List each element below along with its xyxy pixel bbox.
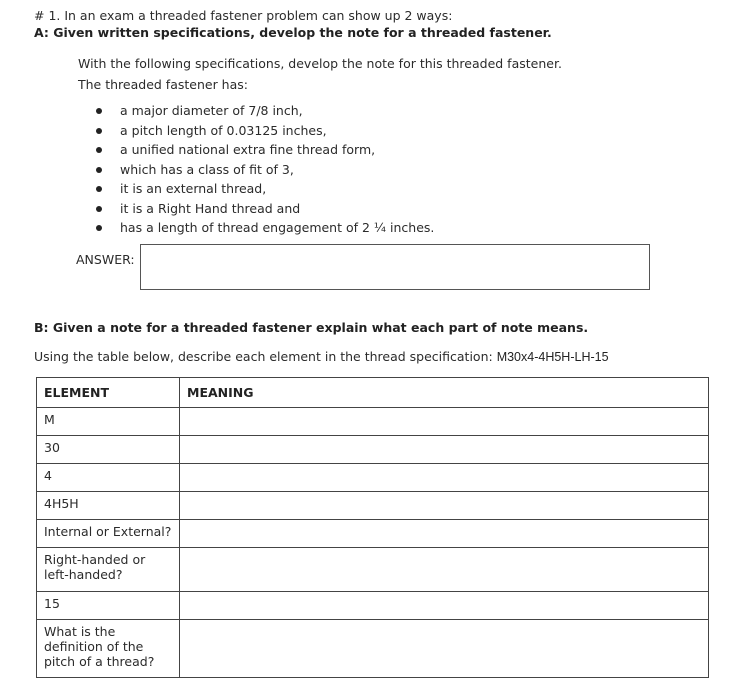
meaning-cell[interactable] — [180, 408, 709, 436]
element-cell: Right-handed or left-handed? — [37, 548, 180, 592]
table-row — [37, 592, 709, 620]
bullet-text: a major diameter of 7/8 inch, — [120, 103, 303, 118]
bullet-item — [96, 199, 434, 219]
answer-field[interactable] — [140, 244, 650, 290]
element-cell: 4H5H — [37, 492, 180, 520]
element-cell: Internal or External? — [37, 520, 180, 548]
bullet-dot — [96, 167, 102, 173]
element-cell: What is the definition of the pitch of a thread? — [37, 620, 180, 678]
meaning-cell[interactable] — [180, 520, 709, 548]
bullet-dot — [96, 128, 102, 134]
bullet-item — [96, 140, 434, 160]
element-cell: 15 — [37, 592, 180, 620]
bullet-dot — [96, 108, 102, 114]
section-a-lead: The threaded fastener has: — [78, 77, 248, 92]
bullet-dot — [96, 225, 102, 231]
section-a-prompt: With the following specifications, develop the note for this threaded fastener. — [78, 56, 562, 71]
section-b-prompt-text: Using the table below, describe each element in the thread specification: — [34, 349, 497, 364]
bullet-dot — [96, 186, 102, 192]
bullet-item — [96, 101, 434, 121]
table-row — [37, 408, 709, 436]
table-row — [37, 520, 709, 548]
meaning-cell[interactable] — [180, 592, 709, 620]
problem-intro: # 1. In an exam a threaded fastener problem can show up 2 ways: — [34, 8, 453, 23]
element-cell: M — [37, 408, 180, 436]
meaning-cell[interactable] — [180, 548, 709, 592]
bullet-text: has a length of thread engagement of 2 ¼ inches. — [120, 220, 435, 235]
bullet-dot — [96, 206, 102, 212]
section-b-heading: B: Given a note for a threaded fastener explain what each part of note means. — [34, 320, 589, 335]
table-row — [37, 548, 709, 592]
meaning-cell[interactable] — [180, 492, 709, 520]
table-row — [37, 464, 709, 492]
answer-label: ANSWER: — [76, 252, 135, 267]
table-header-row — [37, 378, 709, 408]
bullet-item — [96, 160, 434, 180]
bullet-text: it is a Right Hand thread and — [120, 200, 301, 216]
table-row — [37, 492, 709, 520]
section-b-prompt — [34, 349, 609, 365]
bullet-dot — [96, 147, 102, 153]
element-meaning-table — [36, 377, 709, 678]
bullet-text: which has a class of fit of 3, — [120, 161, 294, 177]
meaning-cell[interactable] — [180, 464, 709, 492]
bullet-text: it is an external thread, — [120, 181, 267, 196]
element-cell: 30 — [37, 436, 180, 464]
table-row — [37, 620, 709, 678]
bullet-item — [96, 218, 434, 238]
bullet-item — [96, 179, 434, 199]
bullet-item — [96, 121, 434, 141]
column-header-element: ELEMENT — [37, 378, 180, 408]
section-a-heading: A: Given written specifications, develop the note for a threaded fastener. — [34, 25, 552, 40]
table-row — [37, 436, 709, 464]
meaning-cell[interactable] — [180, 620, 709, 678]
thread-spec: M30x4-4H5H-LH-15 — [496, 350, 609, 364]
meaning-cell[interactable] — [180, 436, 709, 464]
bullet-text: a unified national extra fine thread form, — [120, 142, 376, 157]
bullet-text: a pitch length of 0.03125 inches, — [120, 122, 327, 138]
element-cell: 4 — [37, 464, 180, 492]
spec-bullet-list — [96, 101, 434, 238]
column-header-meaning: MEANING — [180, 378, 709, 408]
